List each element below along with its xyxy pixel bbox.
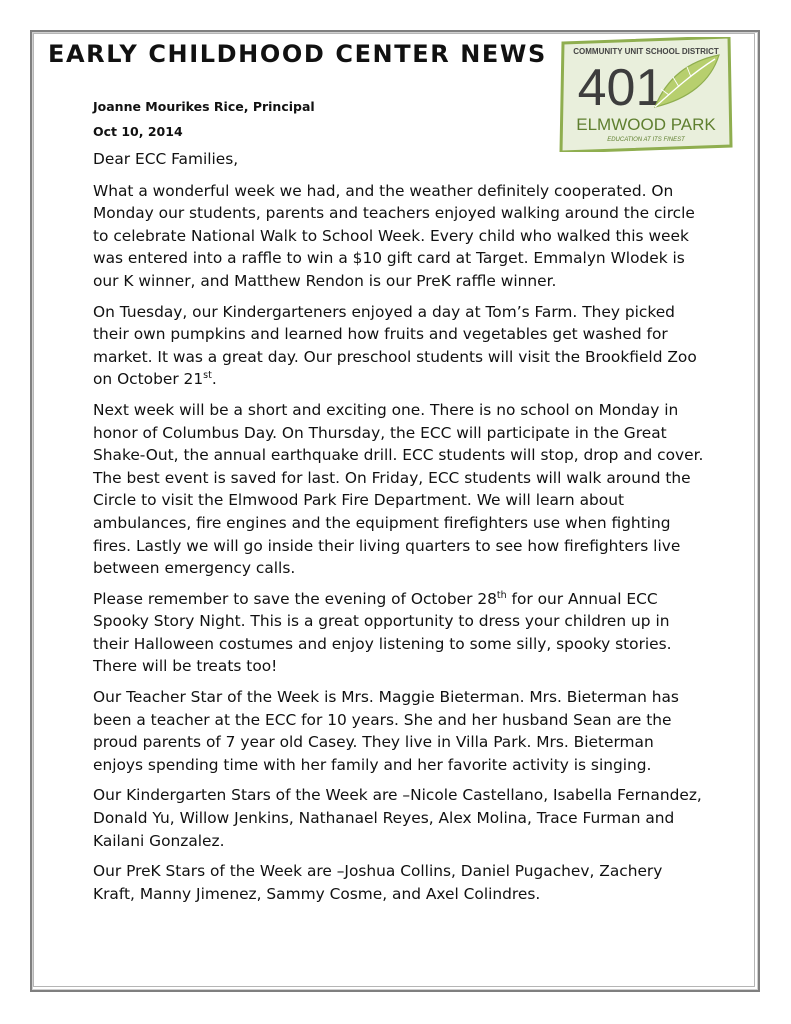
newsletter-title: EARLY CHILDHOOD CENTER NEWS (48, 40, 547, 68)
letter-body (93, 148, 708, 913)
principal-name: Joanne Mourikes Rice, Principal (93, 99, 315, 114)
logo-number: 401 (577, 59, 665, 117)
paragraph-toms-farm (93, 301, 708, 391)
paragraph-spooky-story-night (93, 588, 708, 678)
paragraph-teacher-star: Our Teacher Star of the Week is Mrs. Maggie Bieterman. Mrs. Bieterman has been a teacher at the ECC for 10 years. She and her husband Sean are the proud parents of 7 year old Casey. They live in Villa Park. Mrs. Bieterman enjoys spending time with her family and her favorite activity is singing. (93, 688, 679, 774)
ordinal-suffix: th (496, 589, 507, 601)
paragraph-prek-stars: Our PreK Stars of the Week are –Joshua Collins, Daniel Pugachev, Zachery Kraft, Manny Jimenez, Sammy Cosme, and Axel Colindres. (93, 862, 663, 903)
salutation: Dear ECC Families, (93, 150, 239, 168)
logo-district-line: COMMUNITY UNIT SCHOOL DISTRICT (573, 47, 719, 56)
paragraph-spooky-end: for our Annual ECC Spooky Story Night. This is a great opportunity to dress your children up in their Halloween costumes and enjoy listening to some silly, spooky stories. There will be treats too! (93, 589, 672, 676)
paragraph-toms-farm-text: On Tuesday, our Kindergarteners enjoyed a day at Tom’s Farm. They picked their own pumpkins and learned how fruits and vegetables get washed for market. It was a great day. Our preschool students will visit the Brookfield Zoo on October 21 (93, 302, 697, 389)
paragraph-spooky-text: Please remember to save the evening of October 28 (93, 589, 497, 608)
paragraph-kindergarten-stars: Our Kindergarten Stars of the Week are –Nicole Castellano, Isabella Fernandez, Donald Yu, Willow Jenkins, Nathanael Reyes, Alex Molina, Trace Furman and Kailani Gonzalez. (93, 786, 702, 850)
paragraph-next-week: Next week will be a short and exciting one. There is no school on Monday in honor of Columbus Day. On Thursday, the ECC will participate in the Great Shake-Out, the annual earthquake drill. ECC students will stop, drop and cover. The best event is saved for last. On Friday, ECC students will walk around the Circle to visit the Elmwood Park Fire Department. We will learn about ambulances, fire engines and the equipment firefighters use when fighting fires. Lastly we will go inside their living quarters to see how firefighters live between emergency calls. (93, 400, 704, 578)
ordinal-suffix: st (203, 370, 212, 382)
logo-name: ELMWOOD PARK (576, 115, 716, 134)
newsletter-date: Oct 10, 2014 (93, 124, 183, 139)
logo-tagline: EDUCATION AT ITS FINEST (607, 137, 685, 143)
paragraph-toms-farm-end: . (211, 370, 217, 389)
paragraph-walk-to-school: What a wonderful week we had, and the weather definitely cooperated. On Monday our students, parents and teachers enjoyed walking around the circle to celebrate National Walk to School Week. Every child who walked this week was entered into a raffle to win a $10 gift card at Target. Emmalyn Wlodek is our K winner, and Matthew Rendon is our PreK raffle winner. (93, 181, 695, 290)
district-logo (559, 37, 733, 152)
